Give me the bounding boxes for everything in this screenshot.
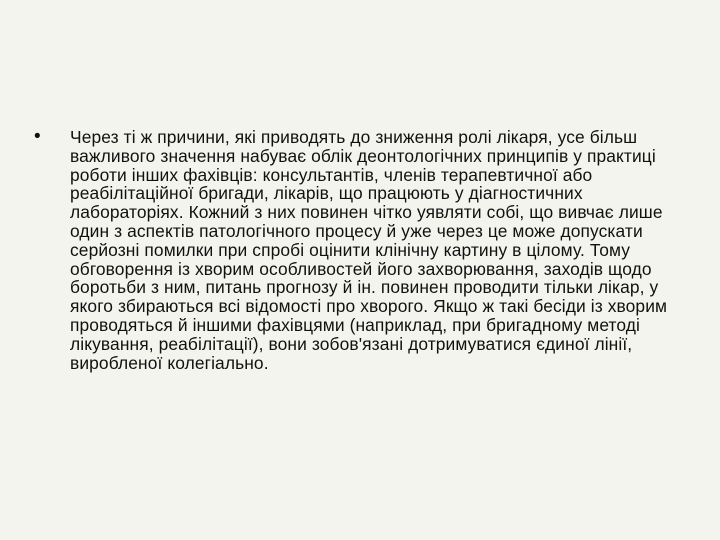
bullet-dot-icon: • (34, 126, 41, 147)
bullet-item (34, 128, 674, 372)
bullet-paragraph: Через ті ж причини, які приводять до зниження ролі лікаря, усе більш важливого значення набуває облік деонтологічних принципів у практиці роботи інших фахівців: консультантів, членів терапевтичної або реабілітаційної бригади, лікарів, що працюють у діагностичних лабораторіях. Кожний з них повинен чітко уявляти собі, що вивчає лише один з аспектів патологічного процесу й уже через це може допускати серйозні помилки при спробі оцінити клінічну картину в цілому. Тому обговорення із хворим особливостей його захворювання, заходів щодо боротьби з ним, питань прогнозу й ін. повинен проводити тільки лікар, у якого збираються всі відомості про хворого. Якщо ж такі бесіди із хворим проводяться й іншими фахівцями (наприклад, при бригадному методі лікування, реабілітації), вони зобов'язані дотримуватися єдиної лінії, виробленої колегіально. (70, 127, 668, 373)
bullet-list (34, 128, 674, 372)
